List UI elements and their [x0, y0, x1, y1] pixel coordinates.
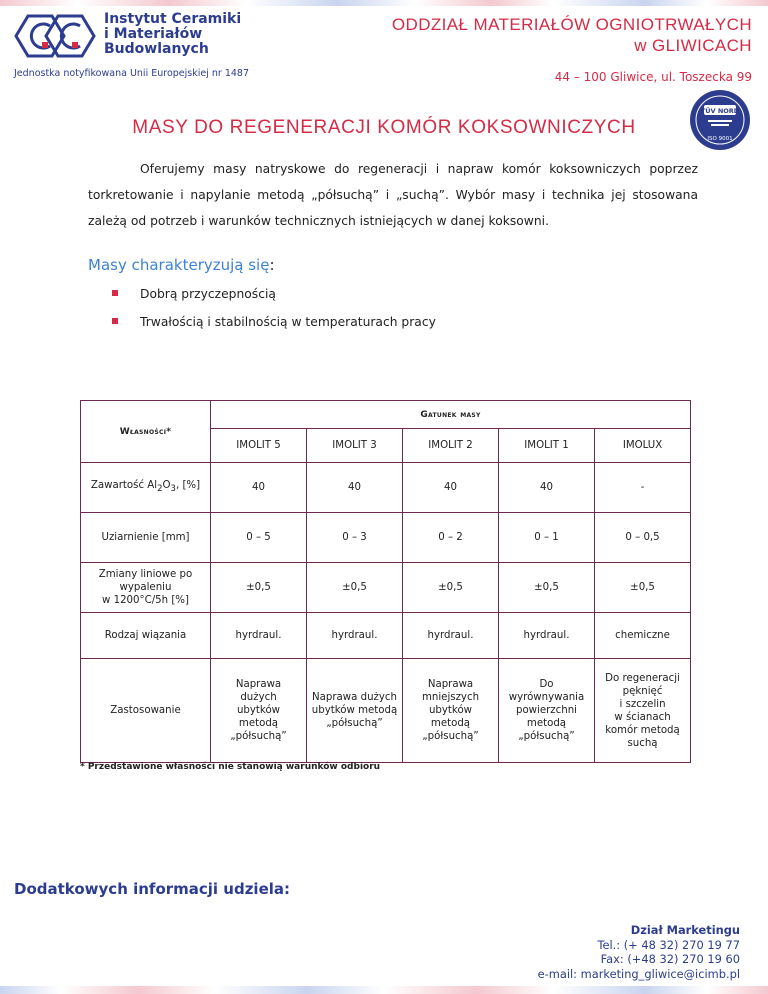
cell-line: metodą: [238, 718, 279, 729]
page-title: MASY DO REGENERACJI KOMÓR KOKSOWNICZYCH: [132, 117, 636, 138]
institute-name: [104, 12, 254, 57]
table-cell: 40: [211, 463, 307, 513]
table-cell: [307, 659, 403, 763]
table-row: [81, 563, 691, 613]
table-cell: ±0,5: [499, 563, 595, 613]
characteristics-heading-colon: :: [269, 256, 275, 274]
cell-line: komór metodą: [605, 724, 680, 736]
cell-line: suchą: [627, 737, 658, 749]
cell-line: „półsuchą”: [230, 731, 287, 742]
row-label-subscript: 2: [157, 484, 163, 495]
grade-column-header: IMOLIT 2: [403, 429, 499, 463]
cell-line: „półsuchą”: [326, 718, 383, 729]
table-header-row: [81, 401, 691, 429]
table-cell: 0 – 0,5: [595, 513, 691, 563]
cell-line: w ścianach: [614, 711, 671, 723]
intro-paragraph: [88, 156, 698, 234]
branch-name: [392, 14, 752, 56]
cell-line: dużych: [240, 692, 277, 703]
bottom-decor-bar: [0, 986, 768, 994]
row-label-line: w 1200°C/5h [%]: [102, 595, 189, 606]
cell-line: powierzchni: [515, 705, 577, 716]
cell-line: „półsuchą”: [422, 731, 479, 742]
table-cell: 0 – 5: [211, 513, 307, 563]
cell-line: Naprawa: [427, 679, 474, 690]
branch-name-line: w GLIWICACH: [634, 36, 752, 55]
contact-department: Dział Marketingu: [630, 923, 740, 937]
table-cell: hyrdraul.: [499, 613, 595, 659]
bullet-square-icon: [112, 290, 118, 296]
row-label: Zastosowanie: [81, 659, 211, 763]
cell-line: wyrównywania: [508, 692, 585, 703]
institute-name-line: Instytut Ceramiki: [104, 11, 242, 27]
branch-name-line: ODDZIAŁ MATERIAŁÓW OGNIOTRWAŁYCH: [391, 15, 752, 34]
cell-line: Naprawa: [235, 679, 282, 690]
cell-line: Naprawa dużych: [312, 692, 397, 703]
top-decor-bar: [0, 0, 768, 6]
cell-line: metodą: [526, 718, 567, 729]
institute-logo-icon: [12, 12, 98, 60]
cert-top-label: TÜV NORD: [700, 107, 740, 115]
notified-body-text: Jednostka notyfikowana Unii Europejskiej nr 1487: [14, 68, 249, 79]
table-footnote: * Przedstawione własności nie stanowią warunków odbioru: [80, 762, 381, 772]
table-cell: ±0,5: [595, 563, 691, 613]
row-label: [81, 563, 211, 613]
row-label-text: O: [162, 479, 171, 491]
row-label-subscript: 3: [170, 484, 176, 495]
branch-address: 44 – 100 Gliwice, ul. Toszecka 99: [554, 70, 752, 84]
row-label-line: wypaleniu: [119, 582, 172, 593]
cell-line: „półsuchą”: [518, 731, 575, 742]
contact-fax: Fax: (+48 32) 270 19 60: [600, 952, 740, 967]
cell-line: ubytków metodą: [311, 705, 398, 716]
cell-line: i szczelin: [619, 698, 666, 710]
grade-header-text: Gatunek masy: [420, 409, 481, 420]
table-cell: [595, 659, 691, 763]
table-cell: 0 – 2: [403, 513, 499, 563]
cell-line: mniejszych: [421, 692, 480, 703]
grade-column-header: IMOLIT 1: [499, 429, 595, 463]
grade-column-header: IMOLIT 5: [211, 429, 307, 463]
property-header-text: Własności*: [119, 426, 172, 437]
characteristics-heading: [88, 256, 275, 274]
table-cell: 40: [499, 463, 595, 513]
cell-line: ubytków: [428, 705, 473, 716]
table-row: [81, 659, 691, 763]
table-cell: hyrdraul.: [307, 613, 403, 659]
row-label-text: Zawartość Al: [90, 479, 158, 491]
cert-bottom-label: ISO 9001: [707, 136, 733, 142]
cell-line: pęknięć: [622, 685, 663, 697]
table-cell: chemiczne: [595, 613, 691, 659]
list-item-text: Dobrą przyczepnością: [140, 287, 276, 301]
table-cell: 0 – 1: [499, 513, 595, 563]
table-cell: ±0,5: [307, 563, 403, 613]
characteristics-list: [112, 284, 436, 340]
table-cell: 0 – 3: [307, 513, 403, 563]
characteristics-heading-text: Masy charakteryzują się: [88, 256, 270, 274]
table-row: [81, 463, 691, 513]
table-row: [81, 513, 691, 563]
grade-column-header: IMOLIT 3: [307, 429, 403, 463]
table-cell: ±0,5: [211, 563, 307, 613]
institute-name-line: i Materiałów: [104, 26, 203, 42]
property-column-header: [81, 401, 211, 463]
list-item: [112, 312, 436, 340]
table-cell: [211, 659, 307, 763]
contact-phone: Tel.: (+ 48 32) 270 19 77: [597, 937, 740, 952]
list-item: [112, 284, 436, 312]
table-cell: [403, 659, 499, 763]
table-cell: 40: [307, 463, 403, 513]
row-label: Rodzaj wiązania: [81, 613, 211, 659]
table-cell: [499, 659, 595, 763]
contact-block: [538, 923, 740, 981]
table-cell: hyrdraul.: [211, 613, 307, 659]
grade-group-header: [211, 401, 691, 429]
row-label-line: Zmiany liniowe po: [98, 569, 193, 580]
row-label: [81, 463, 211, 513]
table-cell: ±0,5: [403, 563, 499, 613]
intro-text: Oferujemy masy natryskowe do regeneracji i napraw komór koksowniczych poprzez torkretowanie i napylanie metodą „półsuchą” i „suchą”. Wybór masy i technika jej stosowana zależą od potrzeb i warunków technicznych istniejących w danej koksowni.: [88, 162, 698, 228]
institute-name-line: Budowlanych: [104, 41, 209, 57]
bullet-square-icon: [112, 318, 118, 324]
row-label: Uziarnienie [mm]: [81, 513, 211, 563]
cell-line: Do regeneracji: [605, 672, 680, 684]
row-label-text: , [%]: [175, 479, 201, 491]
table-cell: 40: [403, 463, 499, 513]
more-info-heading: Dodatkowych informacji udziela:: [14, 880, 291, 898]
cell-line: metodą: [430, 718, 471, 729]
grade-column-header: IMOLUX: [595, 429, 691, 463]
table-cell: hyrdraul.: [403, 613, 499, 659]
list-item-text: Trwałością i stabilnością w temperaturach pracy: [140, 315, 436, 329]
cell-line: Do: [539, 679, 554, 690]
table-cell: -: [595, 463, 691, 513]
properties-table: [80, 400, 691, 763]
cell-line: ubytków: [236, 705, 281, 716]
contact-email[interactable]: e-mail: marketing_gliwice@icimb.pl: [537, 966, 740, 981]
table-row: [81, 613, 691, 659]
